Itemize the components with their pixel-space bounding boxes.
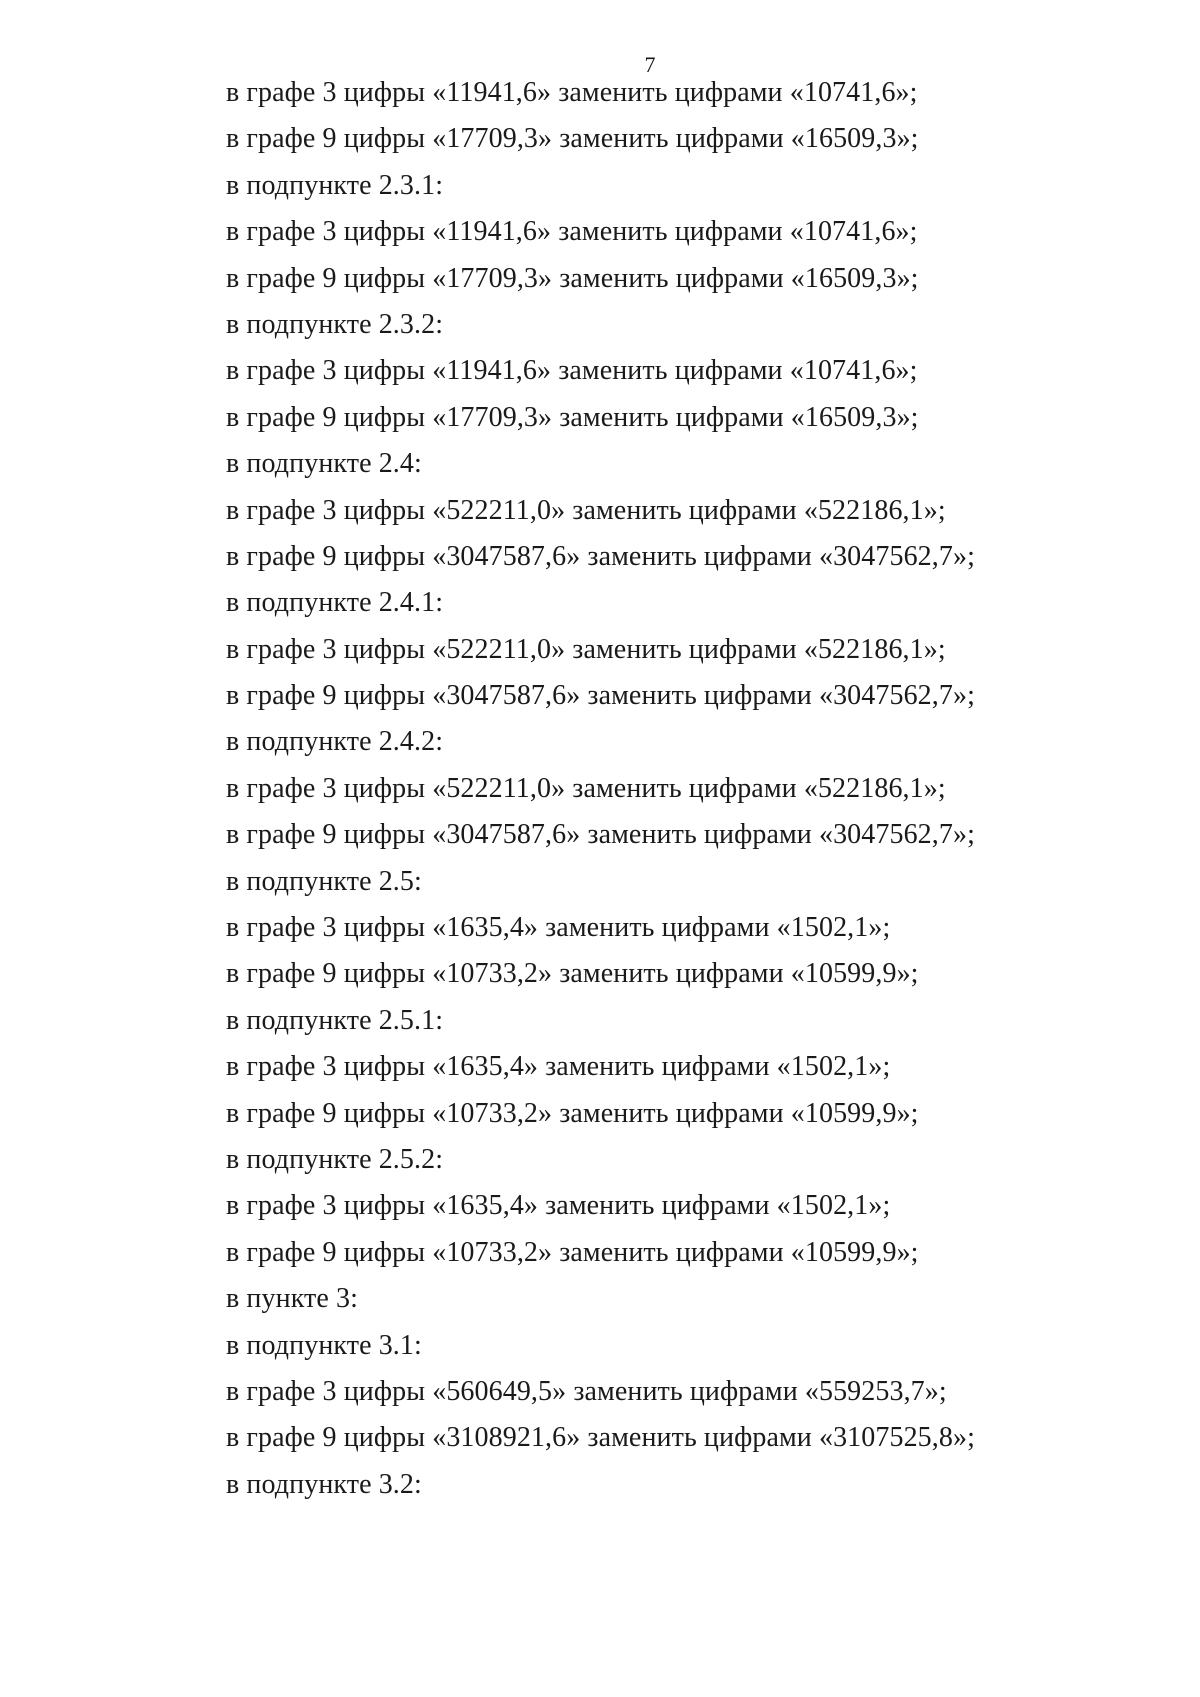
text-line: в подпункте 2.4: [226, 448, 422, 480]
text-line: в графе 9 цифры «17709,3» заменить цифрами «16509,3»; [226, 401, 919, 433]
text-line: в подпункте 2.3.2: [226, 308, 444, 340]
text-line: в графе 3 цифры «1635,4» заменить цифрами «1502,1»; [226, 912, 891, 944]
text-line: в графе 9 цифры «10733,2» заменить цифрами «10599,9»; [226, 958, 919, 990]
text-line: в графе 3 цифры «11941,6» заменить цифрами «10741,6»; [226, 355, 918, 387]
text-line: в графе 3 цифры «1635,4» заменить цифрами «1502,1»; [226, 1051, 891, 1083]
text-line: в подпункте 2.5.2: [226, 1143, 444, 1175]
text-line: в графе 3 цифры «11941,6» заменить цифрами «10741,6»; [226, 216, 918, 248]
text-line: в графе 3 цифры «11941,6» заменить цифрами «10741,6»; [226, 77, 918, 108]
text-line: в графе 3 цифры «522211,0» заменить цифрами «522186,1»; [226, 494, 946, 526]
amendment-lines [226, 78, 975, 1516]
text-line: в подпункте 3.2: [226, 1468, 422, 1500]
text-line: в графе 3 цифры «560649,5» заменить цифрами «559253,7»; [226, 1375, 947, 1407]
text-line: в графе 3 цифры «1635,4» заменить цифрами «1502,1»; [226, 1190, 891, 1222]
text-line: в графе 9 цифры «17709,3» заменить цифрами «16509,3»; [226, 262, 919, 294]
page-number: 7 [644, 52, 656, 77]
text-line: в графе 9 цифры «3047587,6» заменить цифрами «3047562,7»; [226, 540, 975, 572]
text-line: в графе 3 цифры «522211,0» заменить цифрами «522186,1»; [226, 772, 946, 804]
text-line: в графе 9 цифры «10733,2» заменить цифрами «10599,9»; [226, 1097, 919, 1129]
text-line: в графе 9 цифры «17709,3» заменить цифрами «16509,3»; [226, 123, 919, 155]
text-line: в подпункте 3.1: [226, 1329, 422, 1361]
text-line: в подпункте 2.3.1: [226, 169, 444, 201]
text-line: в графе 3 цифры «522211,0» заменить цифрами «522186,1»; [226, 633, 946, 665]
text-line: в подпункте 2.4.2: [226, 726, 444, 758]
text-line: в подпункте 2.4.1: [226, 587, 444, 619]
text-line: в пункте 3: [226, 1283, 358, 1315]
text-line: в графе 9 цифры «3047587,6» заменить цифрами «3047562,7»; [226, 819, 975, 851]
text-line: в подпункте 2.5.1: [226, 1004, 444, 1036]
text-line: в графе 9 цифры «3047587,6» заменить цифрами «3047562,7»; [226, 680, 975, 712]
text-line: в графе 9 цифры «10733,2» заменить цифрами «10599,9»; [226, 1236, 919, 1268]
text-line: в графе 9 цифры «3108921,6» заменить цифрами «3107525,8»; [226, 1422, 975, 1454]
text-line: в подпункте 2.5: [226, 865, 422, 897]
